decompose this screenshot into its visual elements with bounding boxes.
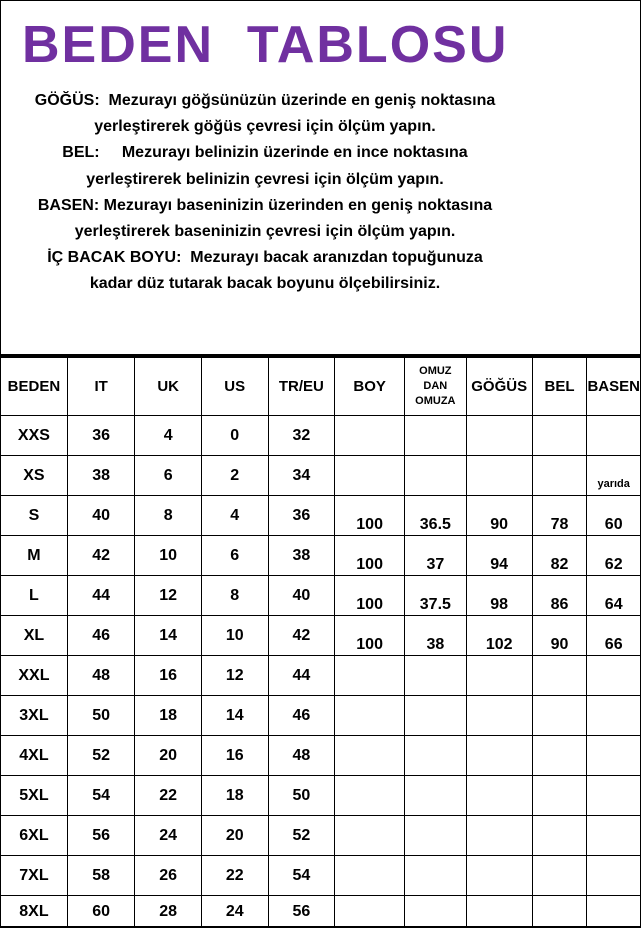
cell-us: 24 <box>201 896 268 928</box>
cell-us: 18 <box>201 776 268 816</box>
table-row <box>1 896 641 928</box>
cell-uk: 16 <box>135 656 202 696</box>
cell-boy <box>335 456 405 496</box>
header-omuz-line: OMUZA <box>415 395 456 407</box>
cell-bel <box>532 456 587 496</box>
cell-size: L <box>1 576 68 616</box>
cell-tr-eu: 50 <box>268 776 335 816</box>
header-omuz-line: DAN <box>423 380 448 392</box>
header-bel: BEL <box>532 358 587 416</box>
cell-us: 20 <box>201 816 268 856</box>
cell-omuz <box>404 776 466 816</box>
header-gogus: GÖĞÜS <box>466 358 532 416</box>
instruction-line: yerleştirerek belinizin çevresi için ölçüm yapın. <box>86 170 444 188</box>
instruction-line: GÖĞÜS: Mezurayı göğsünüzün üzerinde en geniş noktasına <box>34 92 496 109</box>
cell-gogus <box>466 456 532 496</box>
cell-omuz <box>404 856 466 896</box>
cell-basen: 62 <box>587 536 641 576</box>
cell-boy <box>335 736 405 776</box>
cell-tr-eu: 46 <box>268 696 335 736</box>
cell-omuz <box>404 656 466 696</box>
cell-us: 22 <box>201 856 268 896</box>
cell-basen <box>587 416 641 456</box>
cell-uk: 8 <box>135 496 202 536</box>
cell-boy: 100 <box>335 576 405 616</box>
cell-boy <box>335 656 405 696</box>
cell-us: 16 <box>201 736 268 776</box>
cell-omuz: 37 <box>404 536 466 576</box>
cell-bel <box>532 896 587 928</box>
cell-size: S <box>1 496 68 536</box>
cell-bel <box>532 416 587 456</box>
cell-boy <box>335 896 405 928</box>
cell-uk: 12 <box>135 576 202 616</box>
cell-omuz <box>404 456 466 496</box>
cell-it: 56 <box>67 816 135 856</box>
cell-omuz <box>404 896 466 928</box>
instruction-line: yerleştirerek göğüs çevresi için ölçüm yapın. <box>94 118 436 136</box>
cell-bel <box>532 856 587 896</box>
cell-gogus <box>466 656 532 696</box>
cell-boy <box>335 776 405 816</box>
cell-tr-eu: 56 <box>268 896 335 928</box>
cell-basen: yarıda <box>587 456 641 496</box>
cell-basen <box>587 656 641 696</box>
cell-gogus: 94 <box>466 536 532 576</box>
cell-it: 48 <box>67 656 135 696</box>
cell-omuz: 36.5 <box>404 496 466 536</box>
instruction-line: BEL: Mezurayı belinizin üzerinde en ince noktasına <box>62 144 468 162</box>
cell-us: 8 <box>201 576 268 616</box>
cell-omuz <box>404 736 466 776</box>
measurement-instructions <box>0 88 530 298</box>
header-omuz-dan-omuza <box>404 358 466 416</box>
instruction-line: kadar düz tutarak bacak boyunu ölçebilirsiniz. <box>89 275 441 293</box>
cell-size: 4XL <box>1 736 68 776</box>
cell-basen: 66 <box>587 616 641 656</box>
cell-tr-eu: 44 <box>268 656 335 696</box>
table-row <box>1 576 641 616</box>
cell-uk: 10 <box>135 536 202 576</box>
cell-gogus <box>466 856 532 896</box>
cell-gogus: 90 <box>466 496 532 536</box>
cell-uk: 6 <box>135 456 202 496</box>
cell-gogus <box>466 696 532 736</box>
cell-size: XS <box>1 456 68 496</box>
cell-it: 58 <box>67 856 135 896</box>
cell-it: 42 <box>67 536 135 576</box>
header-boy: BOY <box>335 358 405 416</box>
cell-gogus: 102 <box>466 616 532 656</box>
cell-bel <box>532 736 587 776</box>
cell-tr-eu: 32 <box>268 416 335 456</box>
header-tr-eu: TR/EU <box>268 358 335 416</box>
cell-size: M <box>1 536 68 576</box>
header-beden: BEDEN <box>1 358 68 416</box>
cell-it: 36 <box>67 416 135 456</box>
table-row <box>1 736 641 776</box>
cell-us: 14 <box>201 696 268 736</box>
cell-it: 40 <box>67 496 135 536</box>
cell-tr-eu: 40 <box>268 576 335 616</box>
cell-uk: 14 <box>135 616 202 656</box>
cell-it: 38 <box>67 456 135 496</box>
cell-basen <box>587 696 641 736</box>
cell-omuz <box>404 416 466 456</box>
cell-us: 12 <box>201 656 268 696</box>
cell-size: 5XL <box>1 776 68 816</box>
cell-size: 8XL <box>1 896 68 928</box>
instruction-line: yerleştirerek baseninizin çevresi için ölçüm yapın. <box>74 223 456 241</box>
header-it: IT <box>67 358 135 416</box>
cell-basen <box>587 856 641 896</box>
header-omuz-line: OMUZ <box>419 365 452 377</box>
cell-basen: 64 <box>587 576 641 616</box>
cell-uk: 26 <box>135 856 202 896</box>
cell-size: 7XL <box>1 856 68 896</box>
cell-basen: 60 <box>587 496 641 536</box>
table-header-row <box>1 358 641 416</box>
cell-uk: 4 <box>135 416 202 456</box>
table-row <box>1 856 641 896</box>
cell-basen <box>587 776 641 816</box>
table-row <box>1 416 641 456</box>
cell-us: 6 <box>201 536 268 576</box>
cell-it: 54 <box>67 776 135 816</box>
cell-it: 44 <box>67 576 135 616</box>
table-row <box>1 496 641 536</box>
page-title: BEDEN TABLOSU <box>22 16 509 74</box>
cell-tr-eu: 54 <box>268 856 335 896</box>
instruction-line: BASEN: Mezurayı baseninizin üzerinden en geniş noktasına <box>37 196 493 214</box>
cell-bel <box>532 776 587 816</box>
cell-gogus <box>466 816 532 856</box>
cell-tr-eu: 52 <box>268 816 335 856</box>
cell-boy <box>335 856 405 896</box>
cell-basen <box>587 816 641 856</box>
table-row <box>1 816 641 856</box>
cell-gogus: 98 <box>466 576 532 616</box>
cell-bel: 78 <box>532 496 587 536</box>
cell-tr-eu: 48 <box>268 736 335 776</box>
cell-us: 0 <box>201 416 268 456</box>
cell-uk: 24 <box>135 816 202 856</box>
cell-it: 50 <box>67 696 135 736</box>
cell-uk: 28 <box>135 896 202 928</box>
cell-bel <box>532 816 587 856</box>
cell-basen <box>587 736 641 776</box>
table-row <box>1 696 641 736</box>
cell-tr-eu: 38 <box>268 536 335 576</box>
cell-omuz <box>404 816 466 856</box>
cell-us: 2 <box>201 456 268 496</box>
cell-gogus <box>466 776 532 816</box>
cell-bel <box>532 656 587 696</box>
cell-boy <box>335 416 405 456</box>
cell-omuz: 37.5 <box>404 576 466 616</box>
cell-uk: 18 <box>135 696 202 736</box>
table-row <box>1 656 641 696</box>
cell-us: 10 <box>201 616 268 656</box>
cell-omuz <box>404 696 466 736</box>
cell-it: 46 <box>67 616 135 656</box>
cell-bel: 82 <box>532 536 587 576</box>
cell-boy: 100 <box>335 496 405 536</box>
table-row <box>1 776 641 816</box>
cell-gogus <box>466 416 532 456</box>
cell-uk: 20 <box>135 736 202 776</box>
table-row <box>1 616 641 656</box>
cell-boy: 100 <box>335 616 405 656</box>
cell-it: 52 <box>67 736 135 776</box>
header-uk: UK <box>135 358 202 416</box>
cell-boy: 100 <box>335 536 405 576</box>
table-row <box>1 456 641 496</box>
instruction-line: İÇ BACAK BOYU: Mezurayı bacak aranızdan topuğunuza <box>47 249 483 267</box>
cell-us: 4 <box>201 496 268 536</box>
cell-tr-eu: 36 <box>268 496 335 536</box>
cell-uk: 22 <box>135 776 202 816</box>
cell-bel <box>532 696 587 736</box>
header-us: US <box>201 358 268 416</box>
header-basen: BASEN <box>587 358 641 416</box>
cell-size: XXL <box>1 656 68 696</box>
cell-tr-eu: 34 <box>268 456 335 496</box>
table-row <box>1 536 641 576</box>
cell-basen <box>587 896 641 928</box>
cell-bel: 90 <box>532 616 587 656</box>
cell-bel: 86 <box>532 576 587 616</box>
cell-gogus <box>466 736 532 776</box>
cell-size: XL <box>1 616 68 656</box>
cell-it: 60 <box>67 896 135 928</box>
cell-size: 6XL <box>1 816 68 856</box>
cell-boy <box>335 696 405 736</box>
cell-gogus <box>466 896 532 928</box>
cell-boy <box>335 816 405 856</box>
size-table <box>0 357 641 928</box>
cell-size: 3XL <box>1 696 68 736</box>
cell-omuz: 38 <box>404 616 466 656</box>
cell-size: XXS <box>1 416 68 456</box>
cell-tr-eu: 42 <box>268 616 335 656</box>
